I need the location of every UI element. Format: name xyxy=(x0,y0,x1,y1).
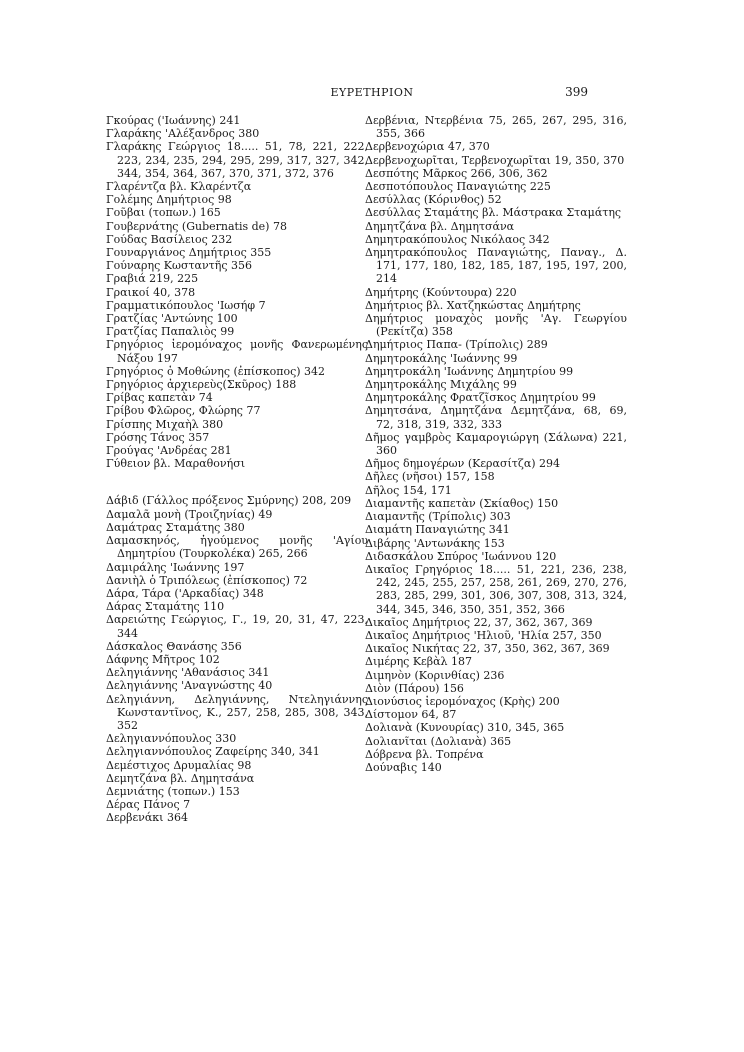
index-entry: Γραμματικόπουλος 'Ιωσήφ 7 xyxy=(106,298,266,312)
index-entry: Γρόσης Τάνος 357 xyxy=(106,430,210,444)
index-entry: Δάρα, Τάρα ('Αρκαδίας) 348 xyxy=(106,586,264,600)
index-entry: Δερβενοχώρια 47, 370 xyxy=(365,140,490,154)
index-entry: Γραβιά 219, 225 xyxy=(106,272,199,286)
index-entry: Δερβενάκι 364 xyxy=(106,811,188,825)
index-entry: Δερβένια, Ντερβένια 75, 265, 267, 295, 316, 355, 366 xyxy=(365,114,627,141)
index-entry: Γρηγόριος ἱερομόναχος μονῆς Φανερωμένης Νάξου 197 xyxy=(106,338,368,365)
index-entry: Δημήτριος μοναχὸς μονῆς 'Αγ. Γεωργίου (Ρεκίτζα) 358 xyxy=(365,312,627,339)
index-entry: Δημήτριος βλ. Χατζηκώστας Δημήτρης xyxy=(365,298,581,312)
index-entry: Δεσύλλας Σταμάτης βλ. Μάστρακα Σταμάτης xyxy=(365,206,622,220)
index-entry: Δολιανὰ (Κυνουρίας) 310, 345, 365 xyxy=(365,721,565,735)
index-entry: Δέρας Πάνος 7 xyxy=(106,798,191,812)
index-entry: Δημητρακόπουλος Παναγιώτης, Παναγ., Δ. 171, 177, 180, 182, 185, 187, 195, 197, 200, 214 xyxy=(365,246,627,286)
index-entry: Γοῦβαι (τοπων.) 165 xyxy=(106,206,221,220)
index-entry: Γκούρας ('Ιωάννης) 241 xyxy=(106,114,241,127)
index-entry: Δαμαλᾶ μονὴ (Τροιζηνίας) 49 xyxy=(106,507,273,521)
index-entry: Δημητροκάλης Μιχάλης 99 xyxy=(365,378,517,392)
index-column-left xyxy=(106,114,368,825)
index-entry: Γρούγας 'Ανδρέας 281 xyxy=(106,444,232,458)
section-gap xyxy=(106,470,368,494)
index-entry: Γλαράκης 'Αλέξανδρος 380 xyxy=(106,127,260,141)
index-entry: Δικαῖος Δημήτριος 22, 37, 362, 367, 369 xyxy=(365,615,593,629)
index-entry: Διαμάτη Παναγιώτης 341 xyxy=(365,523,510,537)
index-column-right xyxy=(365,114,627,774)
index-entry: Δεμέστιχος Δρυμαλίας 98 xyxy=(106,758,252,772)
index-entry: Δαμάτρας Σταμάτης 380 xyxy=(106,520,245,534)
index-entry: Δῆλος 154, 171 xyxy=(365,483,452,497)
index-entry: Γούδας Βασίλειος 232 xyxy=(106,232,233,246)
index-entry: Γλαράκης Γεώργιος 18..... 51, 78, 221, 222, 223, 234, 235, 294, 295, 299, 317, 327, 342, 344, 354, 364, 367, 370, 371, 372, 376 xyxy=(106,140,368,180)
index-entry: Δεληγιαννόπουλος Ζαφείρης 340, 341 xyxy=(106,745,320,759)
page-number: 399 xyxy=(565,85,588,99)
index-entry: Δανιὴλ ὁ Τριπόλεως (ἐπίσκοπος) 72 xyxy=(106,573,308,587)
index-entry: Δημητσάνα, Δημητζάνα Δεμητζάνα, 68, 69, 72, 318, 319, 332, 333 xyxy=(365,404,627,431)
index-entry: Δῆλες (νῆσοι) 157, 158 xyxy=(365,470,495,484)
index-entry: Διδασκάλου Σπύρος 'Ιωάννου 120 xyxy=(365,549,557,563)
index-entry: Δόβρενα βλ. Τοπρένα xyxy=(365,747,484,761)
index-entry: Γρατζίας Παπαλιὸς 99 xyxy=(106,325,235,339)
index-entry: Δεληγιάννης 'Αθανάσιος 341 xyxy=(106,666,270,680)
index-entry: Διὸν (Πάρου) 156 xyxy=(365,681,464,695)
index-entry: Γολέμης Δημήτριος 98 xyxy=(106,193,232,207)
index-entry: Γουβερνάτης (Gubernatis de) 78 xyxy=(106,219,287,233)
index-entry: Δεληγιαννόπουλος 330 xyxy=(106,732,237,746)
index-entry: Δάρας Σταμάτης 110 xyxy=(106,600,225,614)
index-entry: Διμηνὸν (Κορινθίας) 236 xyxy=(365,668,505,682)
index-entry: Δημητροκάλης Φρατζῖσκος Δημητρίου 99 xyxy=(365,391,596,405)
index-entry: Δικαῖος Νικήτας 22, 37, 350, 362, 367, 369 xyxy=(365,642,610,656)
index-entry: Δεληγιάννης 'Αναγνώστης 40 xyxy=(106,679,273,693)
index-entry: Δαμασκηνός, ἡγούμενος μονῆς 'Αγίου Δημητρίου (Τουρκολέκα) 265, 266 xyxy=(106,534,368,561)
index-entry: Δάφνης Μῆτρος 102 xyxy=(106,652,220,666)
index-entry: Γύθειον βλ. Μαραθονήσι xyxy=(106,457,246,471)
index-entry: Δάσκαλος Θανάσης 356 xyxy=(106,639,242,653)
index-entry: Δαρειώτης Γεώργιος, Γ., 19, 20, 31, 47, 223, 344 xyxy=(106,613,368,640)
index-entry: Διαμαντῆς καπετὰν (Σκίαθος) 150 xyxy=(365,496,559,510)
index-entry: Γρίβας καπετὰν 74 xyxy=(106,391,213,405)
index-entry: Διαμαντῆς (Τρίπολις) 303 xyxy=(365,510,511,524)
index-entry: Γρηγόριος ἀρχιερεὺς(Σκῦρος) 188 xyxy=(106,378,297,392)
index-entry: Γρίσπης Μιχαὴλ 380 xyxy=(106,417,224,431)
index-entry: Δημήτρης (Κούντουρα) 220 xyxy=(365,285,517,299)
index-entry: Δούναβις 140 xyxy=(365,760,442,774)
index-entry: Δαμιράλης 'Ιωάννης 197 xyxy=(106,560,245,574)
index-entry: Δίστομον 64, 87 xyxy=(365,708,457,722)
index-entry: Δῆμος δημογέρων (Κερασίτζα) 294 xyxy=(365,457,561,471)
page-header xyxy=(0,86,744,106)
index-entry: Γρίβου Φλῶρος, Φλώρης 77 xyxy=(106,404,261,418)
index-entry: Δεμητζάνα βλ. Δημητσάνα xyxy=(106,771,255,785)
index-entry: Γραικοί 40, 378 xyxy=(106,285,196,299)
index-entry: Δημήτριος Παπα- (Τρίπολις) 289 xyxy=(365,338,548,352)
index-entry: Δῆμος γαμβρὸς Καμαρογιώργη (Σάλωνα) 221, 360 xyxy=(365,430,627,458)
index-entry: Δολιανῖται (Δολιανὰ) 365 xyxy=(365,734,512,748)
index-entry: Δικαῖος Γρηγόριος 18..... 51, 221, 236, 238, 242, 245, 255, 257, 258, 261, 269, 270, 276, 283, 285, 299, 301, 306, 307, 308, 313, 324, 344, 345, 346, 350, 351, 352, 366 xyxy=(365,562,627,616)
index-entry: Δημητζάνα βλ. Δημητσάνα xyxy=(365,219,515,233)
index-entry: Γούναρης Κωσταντῆς 356 xyxy=(106,259,252,273)
running-title: ΕΥΡΕΤΗΡΙΟΝ xyxy=(330,86,414,99)
index-entry: Διμέρης Κεβὰλ 187 xyxy=(365,655,472,669)
index-entry: Δεσπότης Μᾶρκος 266, 306, 362 xyxy=(365,166,548,180)
index-entry: Δάβιδ (Γάλλος πρόξενος Σμύρνης) 208, 209 xyxy=(106,494,352,508)
index-entry: Δεσύλλας (Κόρινθος) 52 xyxy=(365,193,502,207)
index-entry: Γρηγόριος ὁ Μοθώνης (ἐπίσκοπος) 342 xyxy=(106,364,326,378)
index-entry: Δημητροκάλης 'Ιωάννης 99 xyxy=(365,351,518,365)
index-entry: Γρατζίας 'Αντώνης 100 xyxy=(106,312,238,326)
index-entry: Δημητρακόπουλος Νικόλαος 342 xyxy=(365,232,550,246)
index-entry: Δεληγιάννη, Δεληγιάννης, Ντεληγιάννης Κωνσταντῖνος, Κ., 257, 258, 285, 308, 343, 352 xyxy=(106,692,368,732)
index-entry: Δικαῖος Δημήτριος 'Ηλιοῦ, 'Ηλία 257, 350 xyxy=(365,628,602,642)
index-entry: Δημητροκάλη 'Ιωάννης Δημητρίου 99 xyxy=(365,364,574,378)
index-entry: Γλαρέντζα βλ. Κλαρέντζα xyxy=(106,180,252,194)
index-entry: Διβάρης 'Αντωνάκης 153 xyxy=(365,536,505,550)
index-entry: Δερβενοχωρῖται, Τερβενοχωρῖται 19, 350, 370 xyxy=(365,153,625,167)
index-entry: Γουναργιάνος Δημήτριος 355 xyxy=(106,246,272,260)
index-entry: Διονύσιος ἱερομόναχος (Κρὴς) 200 xyxy=(365,694,560,708)
index-entry: Δεμνιάτης (τοπων.) 153 xyxy=(106,784,240,798)
index-entry: Δεσποτόπουλος Παναγιώτης 225 xyxy=(365,180,551,194)
